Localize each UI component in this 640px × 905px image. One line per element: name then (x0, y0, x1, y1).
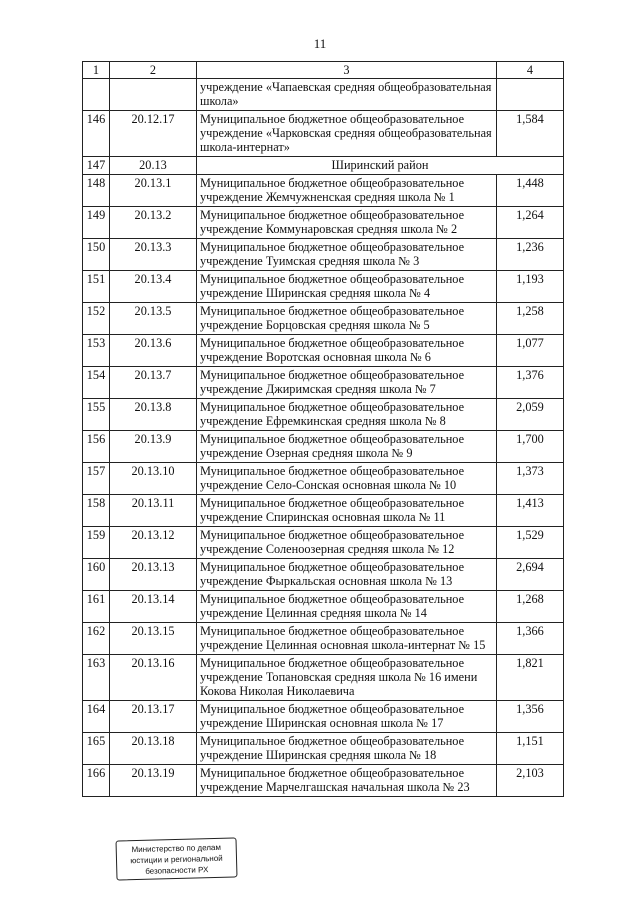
row-name: Муниципальное бюджетное общеобразовательное учреждение Джиримская средняя школа № 7 (197, 367, 497, 399)
stamp-line: юстиции и региональной (130, 853, 223, 866)
row-name: Муниципальное бюджетное общеобразовательное учреждение Спиринская основная школа № 11 (197, 495, 497, 527)
continuation-row (83, 79, 564, 111)
row-code: 20.13.15 (110, 623, 197, 655)
header-cell: 1 (83, 62, 110, 79)
registration-stamp (115, 837, 237, 880)
row-code: 20.12.17 (110, 111, 197, 157)
row-number: 150 (83, 239, 110, 271)
row-code: 20.13.8 (110, 399, 197, 431)
row-code: 20.13.4 (110, 271, 197, 303)
row-number: 146 (83, 111, 110, 157)
row-code: 20.13.9 (110, 431, 197, 463)
row-value: 1,413 (497, 495, 564, 527)
table-row (83, 271, 564, 303)
row-name: Муниципальное бюджетное общеобразовательное учреждение Озерная средняя школа № 9 (197, 431, 497, 463)
stamp-line: безопасности РХ (145, 865, 209, 876)
table-row (83, 701, 564, 733)
row-number: 161 (83, 591, 110, 623)
row-value: 1,584 (497, 111, 564, 157)
row-number (83, 79, 110, 111)
row-name: Муниципальное бюджетное общеобразовательное учреждение Село-Сонская основная школа № 10 (197, 463, 497, 495)
table-row (83, 367, 564, 399)
row-number: 151 (83, 271, 110, 303)
row-name: Муниципальное бюджетное общеобразовательное учреждение Борцовская средняя школа № 5 (197, 303, 497, 335)
row-name: Муниципальное бюджетное общеобразовательное учреждение Топановская средняя школа № 16 имени Кокова Николая Николаевича (197, 655, 497, 701)
table-row (83, 495, 564, 527)
row-number: 157 (83, 463, 110, 495)
row-number: 165 (83, 733, 110, 765)
table-header-row (83, 62, 564, 79)
row-code: 20.13.6 (110, 335, 197, 367)
row-number: 163 (83, 655, 110, 701)
row-name: Муниципальное бюджетное общеобразовательное учреждение Коммунаровская средняя школа № 2 (197, 207, 497, 239)
row-name: Муниципальное бюджетное общеобразовательное учреждение Марчелгашская начальная школа № 23 (197, 765, 497, 797)
row-name: Муниципальное бюджетное общеобразовательное учреждение Ширинская основная школа № 17 (197, 701, 497, 733)
row-code: 20.13.14 (110, 591, 197, 623)
row-value: 1,151 (497, 733, 564, 765)
row-number: 153 (83, 335, 110, 367)
row-number: 160 (83, 559, 110, 591)
row-value: 2,059 (497, 399, 564, 431)
table-row (83, 463, 564, 495)
row-number: 164 (83, 701, 110, 733)
row-number: 159 (83, 527, 110, 559)
stamp-line: Министерство по делам (131, 842, 222, 855)
row-code: 20.13.19 (110, 765, 197, 797)
table-row (83, 239, 564, 271)
row-value: 2,103 (497, 765, 564, 797)
row-value: 1,236 (497, 239, 564, 271)
row-value: 1,258 (497, 303, 564, 335)
row-name: Муниципальное бюджетное общеобразовательное учреждение Соленоозерная средняя школа № 12 (197, 527, 497, 559)
row-value (497, 79, 564, 111)
row-value: 1,193 (497, 271, 564, 303)
table-row (83, 431, 564, 463)
row-code: 20.13 (110, 157, 197, 175)
table-row (83, 399, 564, 431)
row-value: 2,694 (497, 559, 564, 591)
table-row (83, 655, 564, 701)
row-name: Муниципальное бюджетное общеобразовательное учреждение Целинная средняя школа № 14 (197, 591, 497, 623)
row-value: 1,821 (497, 655, 564, 701)
row-name: Муниципальное бюджетное общеобразовательное учреждение Ширинская средняя школа № 18 (197, 733, 497, 765)
row-code (110, 79, 197, 111)
row-code: 20.13.2 (110, 207, 197, 239)
table-row (83, 733, 564, 765)
header-cell: 3 (197, 62, 497, 79)
row-name: Муниципальное бюджетное общеобразовательное учреждение Целинная основная школа-интернат № 15 (197, 623, 497, 655)
row-value: 1,448 (497, 175, 564, 207)
table-row (83, 335, 564, 367)
row-number: 148 (83, 175, 110, 207)
row-name: Муниципальное бюджетное общеобразовательное учреждение Жемчужненская средняя школа № 1 (197, 175, 497, 207)
row-code: 20.13.10 (110, 463, 197, 495)
row-value: 1,077 (497, 335, 564, 367)
row-value: 1,268 (497, 591, 564, 623)
row-number: 147 (83, 157, 110, 175)
table-body (83, 62, 564, 797)
table-row (83, 207, 564, 239)
row-number: 166 (83, 765, 110, 797)
row-name: Муниципальное бюджетное общеобразовательное учреждение Ефремкинская средняя школа № 8 (197, 399, 497, 431)
table-row (83, 527, 564, 559)
row-code: 20.13.3 (110, 239, 197, 271)
header-cell: 2 (110, 62, 197, 79)
row-code: 20.13.18 (110, 733, 197, 765)
row-value: 1,356 (497, 701, 564, 733)
row-number: 155 (83, 399, 110, 431)
table-row (83, 765, 564, 797)
row-name: Муниципальное бюджетное общеобразовательное учреждение Воротская основная школа № 6 (197, 335, 497, 367)
table-row (83, 303, 564, 335)
row-code: 20.13.17 (110, 701, 197, 733)
table-row (83, 591, 564, 623)
row-code: 20.13.13 (110, 559, 197, 591)
row-number: 152 (83, 303, 110, 335)
row-name: Муниципальное бюджетное общеобразовательное учреждение Фыркальская основная школа № 13 (197, 559, 497, 591)
row-value: 1,373 (497, 463, 564, 495)
row-value: 1,700 (497, 431, 564, 463)
row-number: 149 (83, 207, 110, 239)
row-number: 162 (83, 623, 110, 655)
row-name: учреждение «Чапаевская средняя общеобразовательная школа» (197, 79, 497, 111)
header-cell: 4 (497, 62, 564, 79)
row-number: 156 (83, 431, 110, 463)
table-row (83, 111, 564, 157)
table-row (83, 623, 564, 655)
table-row (83, 175, 564, 207)
row-value: 1,366 (497, 623, 564, 655)
row-name: Муниципальное бюджетное общеобразовательное учреждение Туимская средняя школа № 3 (197, 239, 497, 271)
row-name: Муниципальное бюджетное общеобразовательное учреждение «Чарковская средняя общеобразовательная школа-интернат» (197, 111, 497, 157)
row-code: 20.13.12 (110, 527, 197, 559)
row-value: 1,264 (497, 207, 564, 239)
district-heading: Ширинский район (197, 157, 564, 175)
row-value: 1,529 (497, 527, 564, 559)
row-value: 1,376 (497, 367, 564, 399)
row-code: 20.13.11 (110, 495, 197, 527)
row-number: 158 (83, 495, 110, 527)
row-code: 20.13.5 (110, 303, 197, 335)
page-number: 11 (313, 36, 327, 51)
row-code: 20.13.16 (110, 655, 197, 701)
document-table (82, 61, 564, 797)
row-name: Муниципальное бюджетное общеобразовательное учреждение Ширинская средняя школа № 4 (197, 271, 497, 303)
table-row (83, 157, 564, 175)
row-code: 20.13.1 (110, 175, 197, 207)
row-code: 20.13.7 (110, 367, 197, 399)
table-row (83, 559, 564, 591)
row-number: 154 (83, 367, 110, 399)
